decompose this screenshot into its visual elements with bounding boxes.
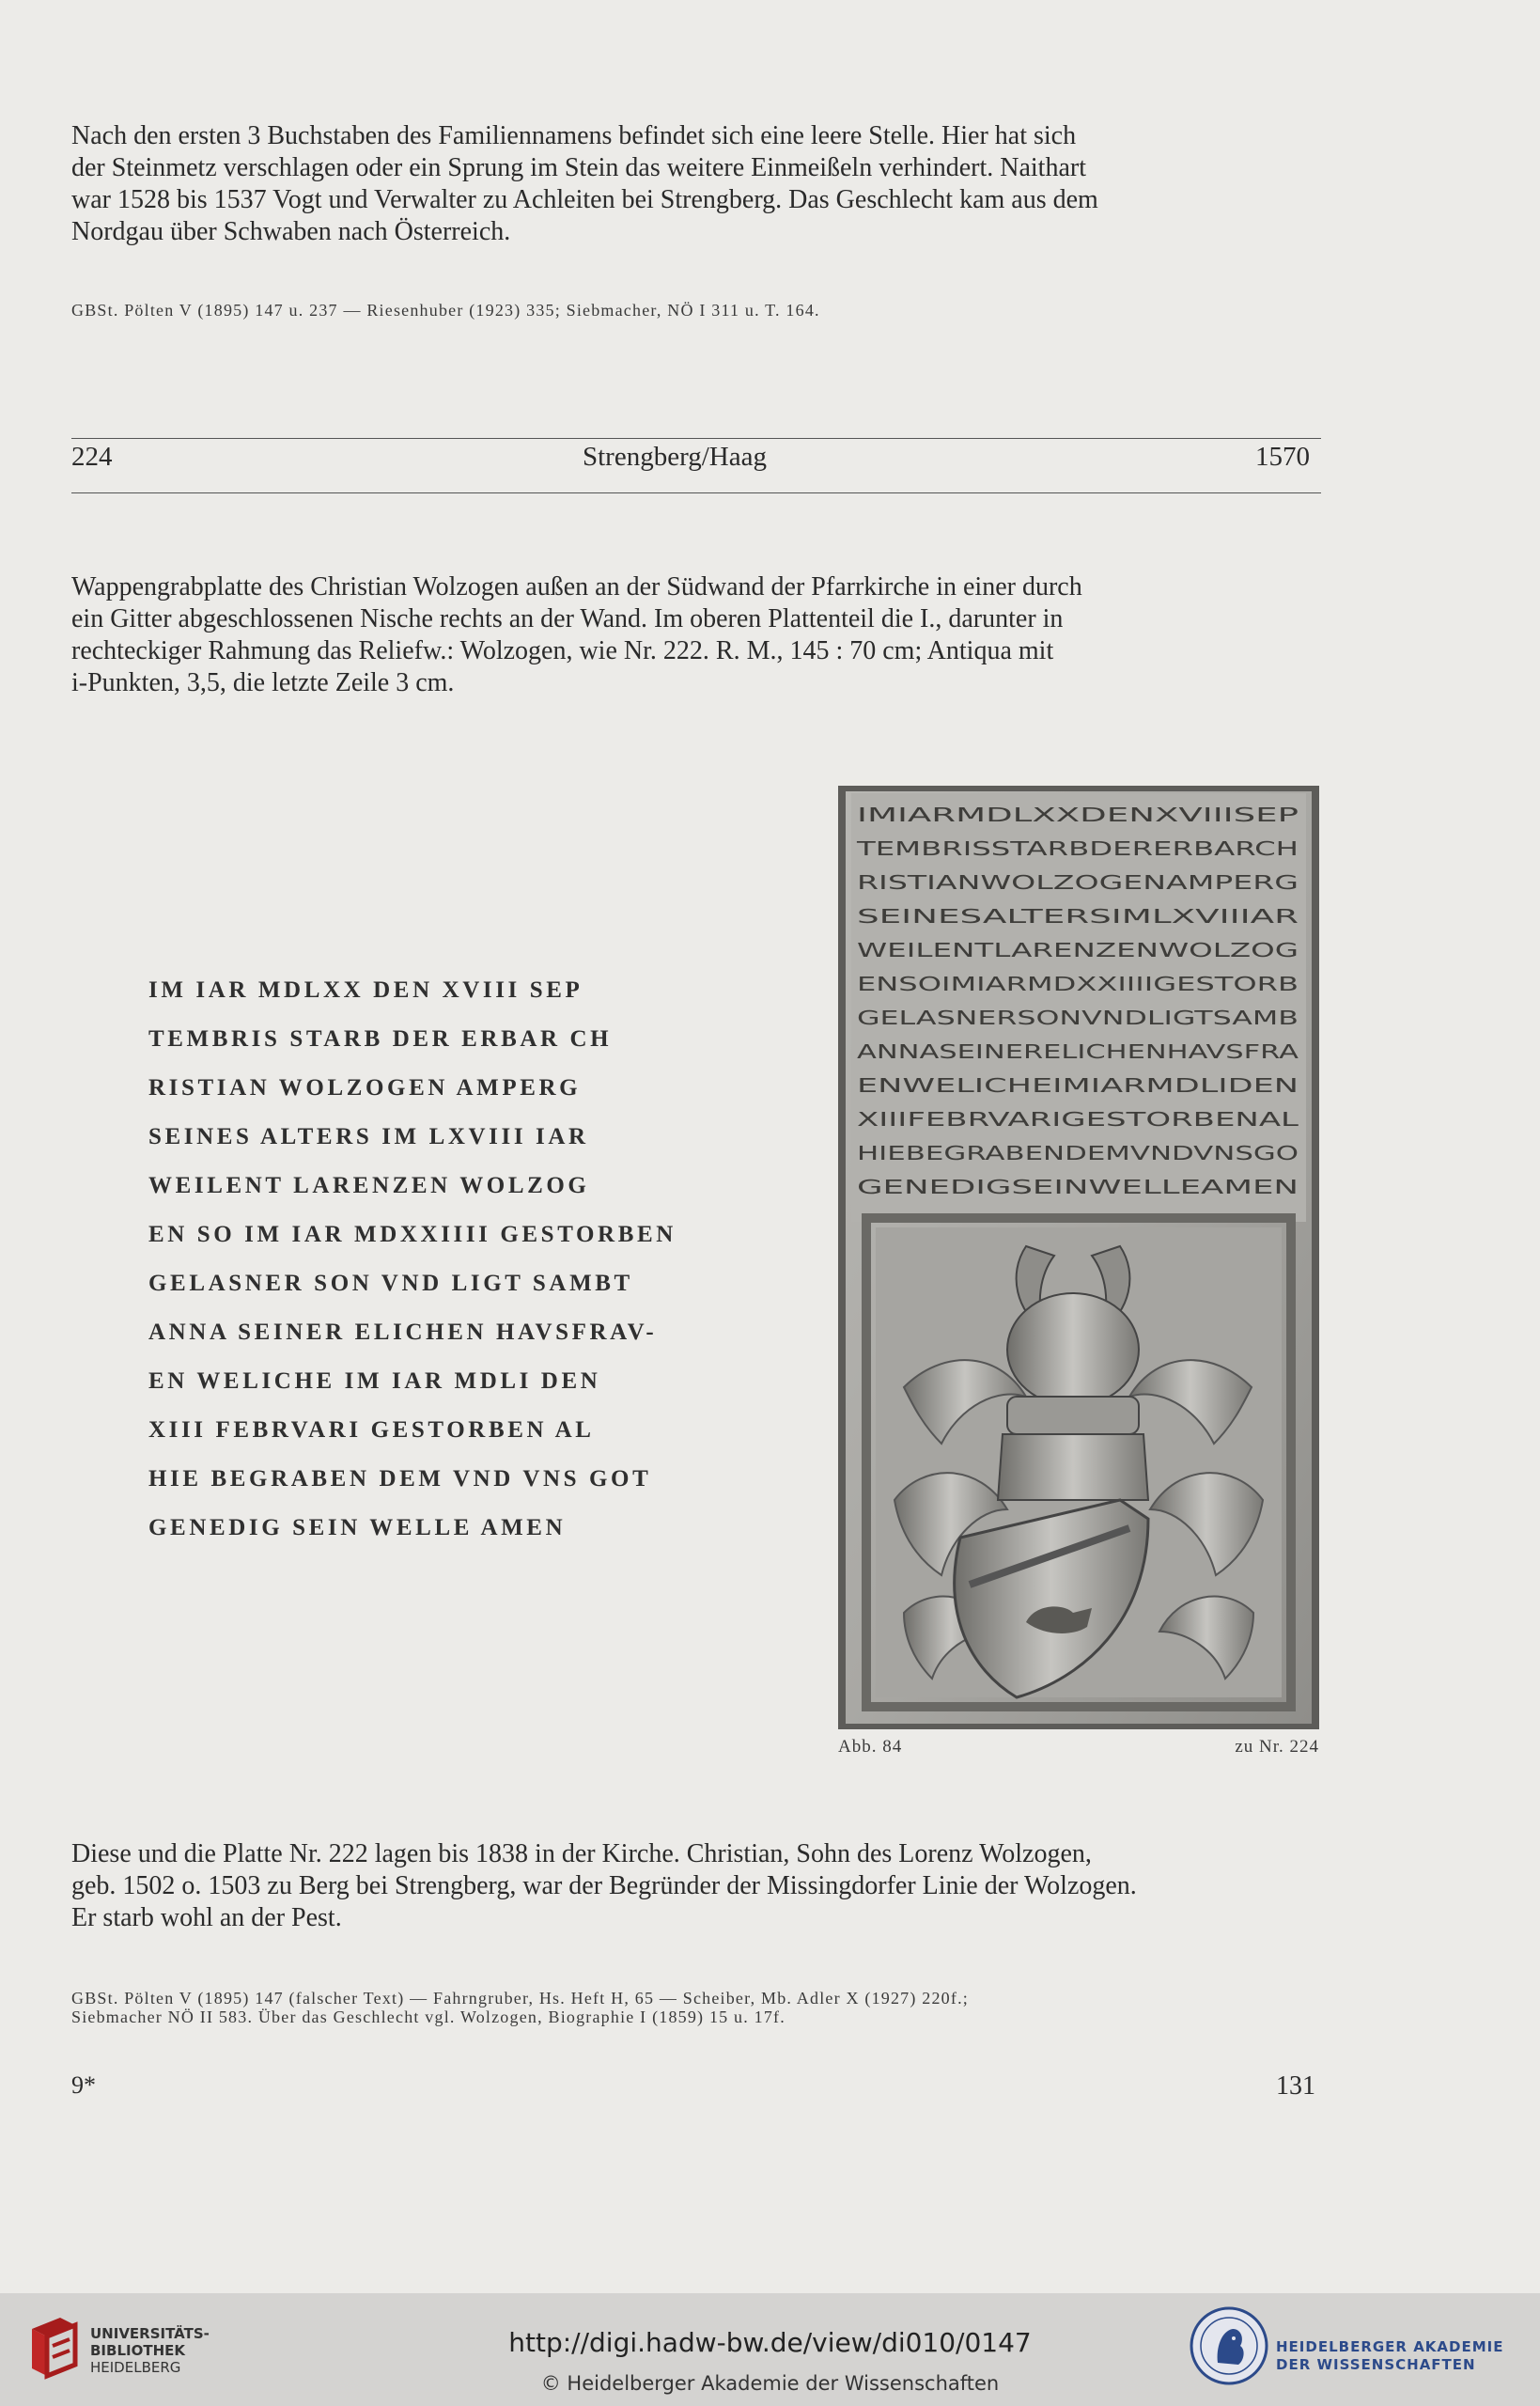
entry-number: 224 bbox=[71, 442, 113, 472]
bottom-references bbox=[71, 1989, 1321, 2026]
stone-inscription-line: ENWELICHEIMIARMDLIDEN bbox=[857, 1074, 1299, 1097]
page-number: 131 bbox=[1276, 2071, 1315, 2101]
top-paragraph-line: der Steinmetz verschlagen oder ein Sprung im Stein das weitere Einmeißeln verhindert. Naithart bbox=[71, 153, 1086, 182]
description-line: i-Punkten, 3,5, die letzte Zeile 3 cm. bbox=[71, 668, 455, 697]
header-rule-top bbox=[71, 438, 1321, 439]
stone-inscription-line: RISTIANWOLZOGENAMPERG bbox=[857, 871, 1299, 894]
description-line: rechteckiger Rahmung das Reliefw.: Wolzogen, wie Nr. 222. R. M., 145 : 70 cm; Antiqua mit bbox=[71, 636, 1054, 665]
copyright-notice: © Heidelberger Akademie der Wissenschaften bbox=[540, 2372, 1000, 2395]
inscription-line: IM IAR MDLXX DEN XVIII SEP bbox=[148, 977, 583, 1003]
stone-inscription-line: ENSOIMIARMDXXIIIIGESTORB bbox=[857, 973, 1299, 995]
top-paragraph bbox=[71, 120, 1321, 248]
description bbox=[71, 571, 1321, 699]
top-paragraph-line: Nordgau über Schwaben nach Österreich. bbox=[71, 217, 511, 246]
inscription-line: HIE BEGRABEN DEM VND VNS GOT bbox=[148, 1466, 652, 1492]
inscription-line: TEMBRIS STARB DER ERBAR CH bbox=[148, 1026, 613, 1052]
inscription-line: GELASNER SON VND LIGT SAMBT bbox=[148, 1271, 633, 1296]
inscription-line: WEILENT LARENZEN WOLZOG bbox=[148, 1173, 590, 1198]
header-rule-bottom bbox=[71, 492, 1321, 493]
logo-text-line: DER WISSENSCHAFTEN bbox=[1276, 2356, 1476, 2373]
stone-inscription-line: IMIARMDLXXDENXVIIISEP bbox=[857, 804, 1299, 826]
inscription-line: ANNA SEINER ELICHEN HAVSFRAV- bbox=[148, 1320, 658, 1345]
stone-inscription-line: XIIIFEBRVARIGESTORBENAL bbox=[857, 1108, 1300, 1131]
inscription-line: RISTIAN WOLZOGEN AMPERG bbox=[148, 1075, 582, 1101]
stone-inscription-line: SEINESALTERSIMLXVIIIAR bbox=[857, 905, 1299, 928]
logo-text-line: BIBLIOTHEK bbox=[90, 2342, 185, 2359]
gravestone-photo bbox=[838, 786, 1319, 1729]
figure-reference: zu Nr. 224 bbox=[1235, 1737, 1319, 1757]
logo-text-line: HEIDELBERG bbox=[90, 2359, 181, 2376]
stone-inscription-line: WEILENTLARENZENWOLZOG bbox=[857, 939, 1299, 961]
academy-name bbox=[1276, 2338, 1504, 2374]
inscription-line: SEINES ALTERS IM LXVIII IAR bbox=[148, 1124, 589, 1149]
figure-label: Abb. 84 bbox=[838, 1737, 903, 1757]
description-line: Wappengrabplatte des Christian Wolzogen außen an der Südwand der Pfarrkirche in einer durch bbox=[71, 572, 1082, 602]
stone-inscription-line: HIEBEGRABENDEMVNDVNSGO bbox=[857, 1142, 1299, 1164]
entry-place: Strengberg/Haag bbox=[583, 442, 767, 472]
stone-inscription-line: GENEDIGSEINWELLEAMEN bbox=[857, 1176, 1299, 1198]
entry-year: 1570 bbox=[1255, 442, 1310, 472]
description-line: ein Gitter abgeschlossenen Nische rechts an der Wand. Im oberen Plattenteil die I., darunter in bbox=[71, 604, 1064, 633]
top-references-line: GBSt. Pölten V (1895) 147 u. 237 — Riesenhuber (1923) 335; Siebmacher, NÖ I 311 u. T. 164. bbox=[71, 301, 820, 320]
inscription-transcription bbox=[148, 966, 677, 1553]
stone-inscription-line: GELASNERSONVNDLIGTSAMB bbox=[857, 1007, 1299, 1029]
commentary-line: geb. 1502 o. 1503 zu Berg bei Strengberg, war der Begründer der Missingdorfer Linie der Wolzogen. bbox=[71, 1871, 1137, 1900]
inscription-line: GENEDIG SEIN WELLE AMEN bbox=[148, 1515, 567, 1540]
top-paragraph-line: war 1528 bis 1537 Vogt und Verwalter zu Achleiten bei Strengberg. Das Geschlecht kam aus dem bbox=[71, 185, 1098, 214]
inscription-line: XIII FEBRVARI GESTORBEN AL bbox=[148, 1417, 595, 1443]
academy-logo-seal bbox=[1190, 2306, 1268, 2385]
inscription-line: EN SO IM IAR MDXXIIII GESTORBEN bbox=[148, 1222, 677, 1247]
bottom-references-line: GBSt. Pölten V (1895) 147 (falscher Text) — Fahrngruber, Hs. Heft H, 65 — Scheiber, Mb. Adler X (1927) 220f.; bbox=[71, 1989, 969, 2008]
stone-inscription-line: TEMBRISSTARBDERERBARCH bbox=[855, 837, 1299, 860]
logo-text-line: UNIVERSITÄTS- bbox=[90, 2325, 210, 2342]
inscription-line: EN WELICHE IM IAR MDLI DEN bbox=[148, 1368, 601, 1394]
top-paragraph-line: Nach den ersten 3 Buchstaben des Familiennamens befindet sich eine leere Stelle. Hier hat sich bbox=[71, 121, 1077, 150]
bottom-references-line: Siebmacher NÖ II 583. Über das Geschlecht vgl. Wolzogen, Biographie I (1859) 15 u. 17f. bbox=[71, 2008, 786, 2026]
commentary bbox=[71, 1838, 1321, 1934]
commentary-line: Diese und die Platte Nr. 222 lagen bis 1838 in der Kirche. Christian, Sohn des Lorenz Wolzogen, bbox=[71, 1839, 1092, 1868]
signature-mark: 9* bbox=[71, 2071, 96, 2099]
top-references bbox=[71, 301, 1321, 320]
commentary-line: Er starb wohl an der Pest. bbox=[71, 1903, 342, 1932]
stone-inscription-line: ANNASEINERELICHENHAVSFRA bbox=[857, 1040, 1299, 1063]
logo-text-line: HEIDELBERGER AKADEMIE bbox=[1276, 2338, 1504, 2355]
permalink-url[interactable]: http://digi.hadw-bw.de/view/di010/0147 bbox=[508, 2327, 1032, 2358]
